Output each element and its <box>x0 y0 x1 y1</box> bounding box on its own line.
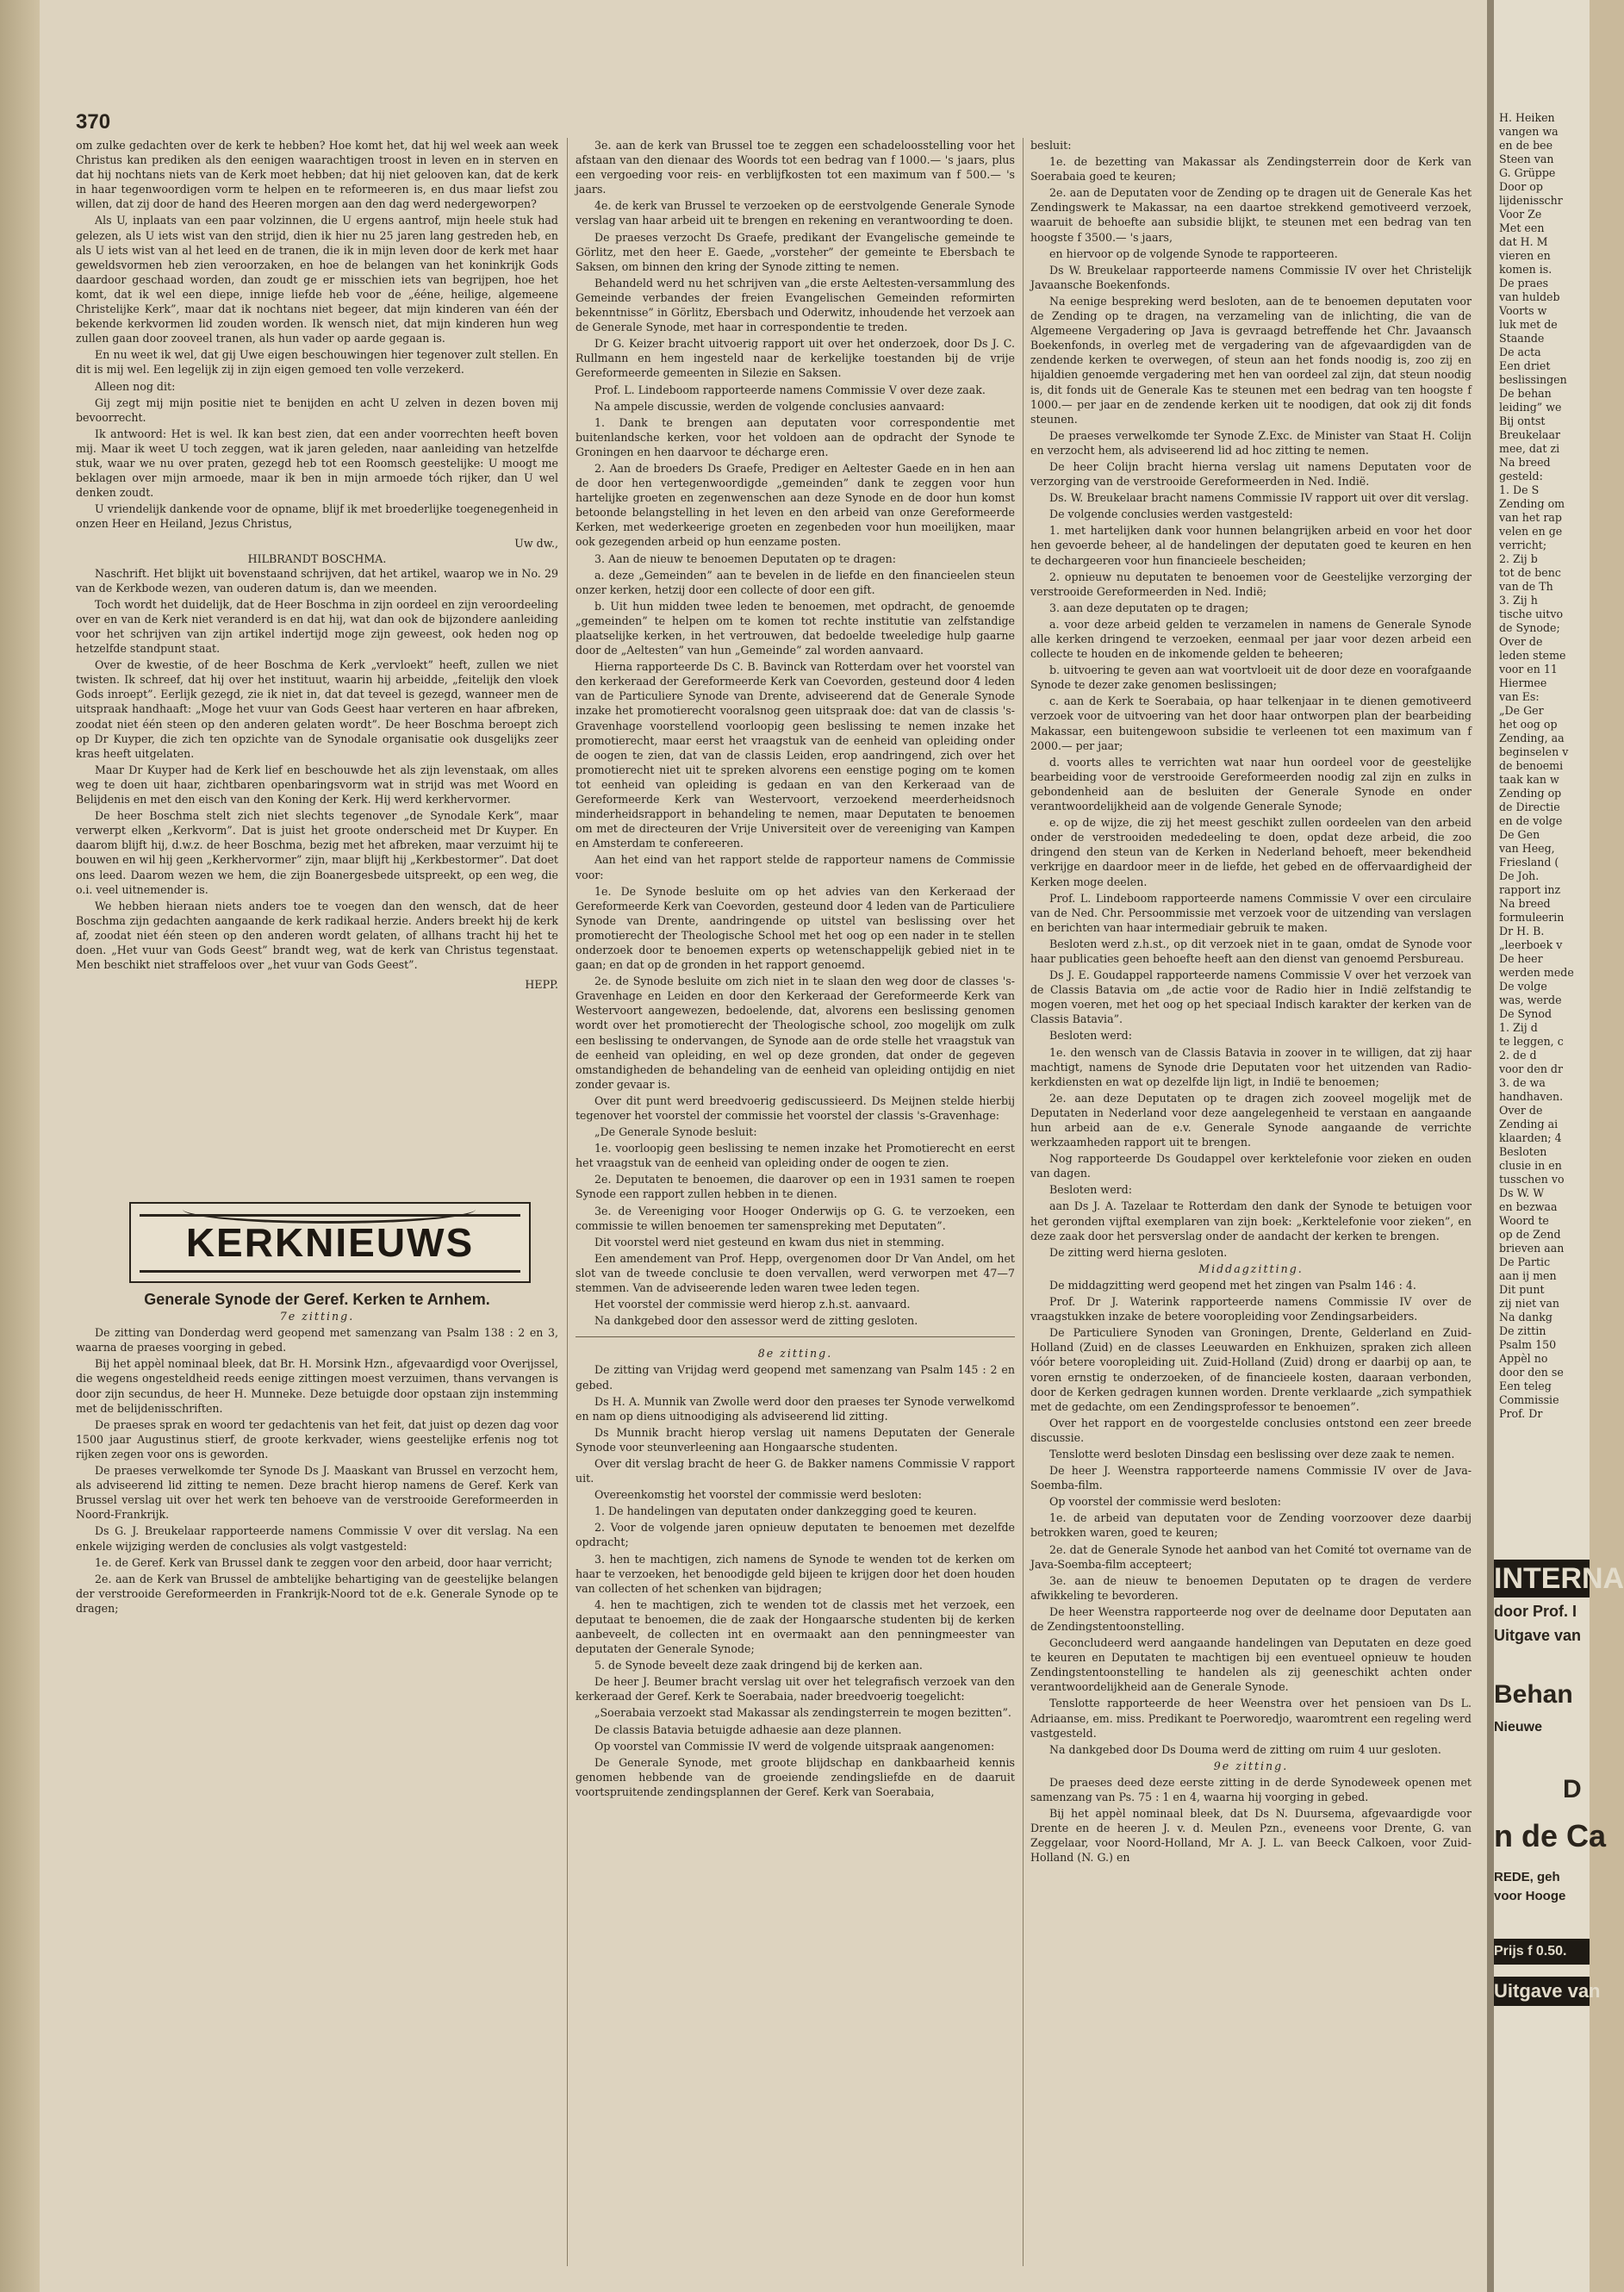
text-fragment: Friesland ( <box>1499 856 1559 869</box>
paragraph: Overeenkomstig het voorstel der commissie werd besloten: <box>594 1488 922 1502</box>
paragraph: Over het rapport en de voorgestelde conclusies ontstond een zeer breede discussie. <box>1030 1416 1472 1444</box>
paragraph: De zitting werd hierna gesloten. <box>1049 1245 1228 1259</box>
text-fragment: tusschen vo <box>1499 1173 1565 1186</box>
text-fragment: clusie in en <box>1499 1159 1562 1172</box>
text-fragment: De Synod <box>1499 1007 1552 1020</box>
paragraph: Op voorstel der commissie werd besloten: <box>1049 1495 1281 1509</box>
advert-line: door Prof. I <box>1494 1603 1577 1620</box>
paragraph: besluit: <box>1030 139 1072 152</box>
session-heading: Middagzitting. <box>1198 1261 1304 1275</box>
paragraph: 3e. aan de nieuw te benoemen Deputaten op te dragen de verdere afwikkeling te bevorderen. <box>1030 1573 1472 1602</box>
text-fragment: leiding” we <box>1499 401 1562 414</box>
paragraph: 3e. aan de kerk van Brussel toe te zeggen een schadeloosstelling voor het afstaan van den dienaar des Woords tot een bedrag van f 1000.— 's jaars, plus een vergoeding voor reis- en verblijfkosten tot een maximum van f 500.— 's jaars. <box>576 139 1015 196</box>
text-fragment: rapport inz <box>1499 883 1561 896</box>
paragraph: 1e. de bezetting van Makassar als Zendingsterrein door de Kerk van Soerabaia goed te keuren; <box>1030 155 1472 184</box>
text-fragment: Over de <box>1499 1104 1543 1117</box>
text-fragment: Woord te <box>1499 1214 1549 1227</box>
paragraph: De praeses deed deze eerste zitting in de derde Synodeweek openen met samenzang van Ps. 75 : 1 en 4, waarna hij voorging in gebed. <box>1030 1775 1472 1804</box>
paragraph: a. deze „Gemeinden” aan te bevelen in de liefde en den financieelen steun onzer kerken, hetzij door een collecte of door een gift. <box>576 568 1015 596</box>
text-fragment: Besloten <box>1499 1145 1547 1158</box>
advert-banner: Uitgave van <box>1494 1977 1590 2006</box>
paragraph: Over de kwestie, of de heer Boschma de Kerk „vervloekt” heeft, zullen we niet twisten. Ik schreef, dat hij over het instituut, waarin hij arbeidde, „feitelijk den vloek Gods inroept”. Eerlijk gezegd, zie ik niet in, dat dat teveel is gezegd, wanneer men de uitspraak handhaaft: „Moge het vuur van Gods Geest haar verteren en haar afbreken, zoodat niet één steen op den anderen gelaten wordt”. De heer Boschma beroept zich op Dr Kuyper, die zich ten opzichte van de Synodale organisatie ook dusgelijks zeer kras heeft uitgelaten. <box>76 658 558 760</box>
text-fragment: De Partic <box>1499 1255 1551 1268</box>
paragraph: Hierna rapporteerde Ds C. B. Bavinck van Rotterdam over het voorstel van den kerkeraad der Gereformeerde Kerk van Coevorden, gesteund door 4 leden van de Particuliere Synode van Drente, adviseerend dat de Generale Synode inzake het promotierecht vooralsnog geen uitspraak doe: dat van de classis 's-Gravenhage voorstellend voorloopig geen beslissing te nemen inzake het promotierecht, maar eerst het vraagstuk van de eenheid van opleiding onder de oogen te zien, dat van de classis Leiden, erop aandringend, zich over het promotierecht niet uit te spreken alvorens een eenstige poging om te komen tot eenheid van opleiding is gedaan en van den Kerkeraad van de Gereformeerde Kerk van Westervoort, verzoekend meerderheidsnoch minderheidsrapport in behandeling te nemen, maar Deputaten te benoemen om met de directeuren der Vrije Universiteit over de vereeniging van Kampen en Amsterdam te confereeren. <box>576 660 1015 850</box>
paragraph: Ds W. Breukelaar rapporteerde namens Commissie IV over het Christelijk Javaansche Boekenfonds. <box>1030 263 1472 291</box>
advert-line: Uitgave van <box>1494 1627 1582 1644</box>
text-fragment: De praes <box>1499 277 1549 290</box>
paragraph: Het voorstel der commissie werd hierop z.h.st. aanvaard. <box>594 1298 911 1311</box>
paragraph: De praeses verwelkomde ter Synode Ds J. Maaskant van Brussel en verzocht hem, als adviseerend lid zitting te nemen. Deze bracht hierop namens de Geref. Kerk van Brussel verslag uit over het werk ten behoeve van de verstrooide Gereformeerden in Noord-Frankrijk. <box>76 1464 558 1522</box>
advert-line: voor Hooge <box>1494 1889 1566 1903</box>
paragraph: De volgende conclusies werden vastgesteld: <box>1049 508 1293 521</box>
text-fragment: De Joh. <box>1499 869 1540 882</box>
text-fragment: De Gen <box>1499 828 1540 841</box>
paragraph: Tenslotte rapporteerde de heer Weenstra over het pensioen van Ds L. Adriaanse, em. miss. Predikant te Poerworedjo, waaromtrent een regeling werd vastgesteld. <box>1030 1697 1472 1740</box>
paragraph: De zitting van Donderdag werd geopend met samenzang van Psalm 138 : 2 en 3, waarna de praeses voorging in gebed. <box>76 1326 558 1355</box>
paragraph: 4. hen te machtigen, zich te wenden tot de classis met het verzoek, een deputaat te benoemen, die de zaak der Hongaarsche studenten bij de kerken aanbeveelt, de collecten int en overmaakt aan den penningmeester van deputaten der Generale Synode; <box>576 1598 1015 1656</box>
text-fragment: leden steme <box>1499 649 1566 662</box>
text-fragment: Na dankg <box>1499 1311 1552 1324</box>
paragraph: De praeses sprak en woord ter gedachtenis van het feit, dat juist op dezen dag voor 1500 jaar Augustinus stierf, de groote kerkvader, wiens geestelijke erfenis nog tot rijken zegen voor ons is geworden. <box>76 1417 558 1461</box>
paragraph: 1e. de arbeid van deputaten voor de Zending voorzoover deze daarbij betrokken waren, goed te keuren; <box>1030 1511 1472 1540</box>
paragraph: Als U, inplaats van een paar volzinnen, die U ergens aantrof, mijn heele stuk had gelezen, als U iets wist van den strijd, dien ik hier nu 25 jaren lang gestreden heb, en als U iets wist van al het leed en de tranen, die ik in mijn leven door de kerk met haar geweldsvormen heb zien veroorzaken, en hoe de belangen van het koninkrijk Gods daardoor geschaad worden, dan zoudt ge er misschien iets van begrijpen, hoe het komt, dat ik wel een diepe, innige liefde heb voor de „ééne, heilige, algemeene Christelijke Kerk”, maar dat ik nochtans niet begeer, dat mijn kinderen van één der bekende kerkvormen lid zouden worden. Ik wensch niet, dat mijn kinderen hun weg zullen gaan door zooveel tranen, als hun vader op aarde gegaan is. <box>76 214 558 346</box>
paragraph: 3. Aan de nieuw te benoemen Deputaten op te dragen: <box>594 551 896 565</box>
paragraph: Ds G. J. Breukelaar rapporteerde namens Commissie V over dit verslag. Na een enkele wijziging werden de conclusies als volgt vastgesteld: <box>76 1524 558 1553</box>
session-heading: 8e zitting. <box>757 1347 833 1361</box>
text-fragment: Na breed <box>1499 897 1551 910</box>
text-fragment: luk met de <box>1499 318 1558 331</box>
paragraph: Prof. L. Lindeboom rapporteerde namens Commissie V over een circulaire van de Ned. Chr. Persoommissie met verzoek voor de uitzending van verslagen en berichten van haar intermediair gebruik te maken. <box>1030 891 1472 934</box>
paragraph: Op voorstel van Commissie IV werd de volgende uitspraak aangenomen: <box>594 1739 995 1753</box>
text-fragment: De behan <box>1499 387 1552 400</box>
paragraph: aan Ds J. A. Tazelaar te Rotterdam den dank der Synode te betuigen voor het geronden vijftal exemplaren van zijn boek: „Kerktelefonie voor zieken”, en deze zaak door het persverslag onder de aandacht der kerken te brengen. <box>1030 1199 1472 1243</box>
text-fragment: tot de benc <box>1499 566 1561 579</box>
paragraph: Besloten werd: <box>1049 1183 1132 1197</box>
section-rule <box>576 1336 1015 1337</box>
text-fragment: op de Zend <box>1499 1228 1561 1241</box>
paragraph: 4e. de kerk van Brussel te verzoeken op de eerstvolgende Generale Synode verslag van haar arbeid uit te brengen en rekening en verantwoording te doen. <box>576 199 1015 227</box>
paragraph: Ds J. E. Goudappel rapporteerde namens Commissie V over het verzoek van de Classis Batavia om „de actie voor de Radio hier in Indië zelfstandig te mogen voeren, met het oog op het speciaal Indisch karakter der kerken van de Classis Batavia”. <box>1030 968 1472 1026</box>
text-fragment: van huldeb <box>1499 290 1560 303</box>
text-fragment: „De Ger <box>1499 704 1544 717</box>
text-fragment: Staande <box>1499 332 1545 345</box>
paragraph: 3e. de Vereeniging voor Hooger Onderwijs op G. G. te verzoeken, een commissie te willen benoemen ter samenspreking met Deputaten”. <box>576 1204 1015 1232</box>
paragraph: 3. hen te machtigen, zich namens de Synode te wenden tot de kerken om haar te verzoeken, het benoodigde geld bijeen te krijgen door het doen houden van collecten of het schenken van bijdragen; <box>576 1552 1015 1595</box>
advert-title: Behan <box>1494 1680 1573 1709</box>
text-fragment: formuleerin <box>1499 911 1565 924</box>
paragraph: b. Uit hun midden twee leden te benoemen, met opdracht, de genoemde „gemeinden” te helpen om te komen tot rechte institutie van zelfstandige plaatselijke kerken, in het vertrouwen, dat bedoelde tweeledige hulp gaarne door de „Aeltesten” van hun „Gemeinde” zal worden aanvaard. <box>576 599 1015 657</box>
text-fragment: Steen van <box>1499 153 1554 165</box>
text-fragment: vieren en <box>1499 249 1551 262</box>
paragraph: Nog rapporteerde Ds Goudappel over kerktelefonie voor zieken en ouden van dagen. <box>1030 1152 1472 1180</box>
closing: Uw dw., <box>514 537 558 551</box>
text-fragment: en de volge <box>1499 814 1563 827</box>
paragraph: 2e. dat de Generale Synode het aanbod van het Comité tot overname van de Java-Soemba-film accepteert; <box>1030 1542 1472 1571</box>
text-fragment: was, werde <box>1499 993 1562 1006</box>
paragraph: Maar Dr Kuyper had de Kerk lief en beschouwde het als zijn levenstaak, om alles weg te doen uit haar, zichtbaren openbaringsvorm wat in strijd was met Woord en Belijdenis en met den eisch van den Koning der Kerk. Hij werd kerkhervormer. <box>76 763 558 807</box>
page-fold <box>1487 0 1494 2292</box>
signature-hepp: HEPP. <box>525 978 558 992</box>
text-fragment: 3. de wa <box>1499 1076 1546 1089</box>
paragraph: De classis Batavia betuigde adhaesie aan deze plannen. <box>594 1722 902 1736</box>
advert-title: D <box>1563 1775 1582 1803</box>
text-fragment: voor en 11 <box>1499 663 1558 676</box>
text-fragment: Met een <box>1499 221 1545 234</box>
text-fragment: aan ij men <box>1499 1269 1557 1282</box>
paragraph: Besloten werd z.h.st., op dit verzoek niet in te gaan, omdat de Synode voor haar publicaties geen behoefte heeft aan den dienst van genoemd Persbureau. <box>1030 937 1472 965</box>
paragraph: De middagzitting werd geopend met het zingen van Psalm 146 : 4. <box>1049 1278 1416 1292</box>
text-fragment: van de Th <box>1499 580 1553 593</box>
paragraph: e. op de wijze, die zij het meest geschikt zullen oordeelen van den arbeid onder de verstrooiden mededeeling te doen, opdat deze arbeid, die zoo dringend den steun van de Kerken in Nederland behoeft, meer bekendheid verkrijge en daardoor meer in de liefde, het gebed en de offervaardigheid der Kerken moge deelen. <box>1030 816 1472 888</box>
paragraph: De heer Colijn bracht hierna verslag uit namens Deputaten voor de verzorging van de verstrooide Gereformeerden in Ned. Indië. <box>1030 459 1472 489</box>
text-fragment: het oog op <box>1499 718 1558 731</box>
paragraph: 1. Dank te brengen aan deputaten voor correspondentie met buitenlandsche kerken, voor het voldoen aan de opdracht der Synode te Groningen en hen daarvoor te décharge eren. <box>576 415 1015 458</box>
price-banner: Prijs f 0.50. <box>1494 1939 1590 1965</box>
text-fragment: G. Grüppe <box>1499 166 1556 179</box>
section-title: Generale Synode der Geref. Kerken te Arnhem. <box>144 1291 490 1308</box>
text-fragment: 2. Zij b <box>1499 552 1538 565</box>
advert-title: n de Ca <box>1494 1818 1607 1853</box>
paragraph: Ds H. A. Munnik van Zwolle werd door den praeses ter Synode verwelkomd en nam op diens uitnoodiging als adviseerend lid zitting. <box>576 1394 1015 1423</box>
paragraph: De Generale Synode, met groote blijdschap en dankbaarheid kennis genomen hebbende van de groeiende zendingsliefde en de daaruit voortspruitende zendingsplannen der Geref. Kerk van Soerabaia, <box>576 1755 1015 1798</box>
text-fragment: van Heeg, <box>1499 842 1555 855</box>
paragraph: 1e. den wensch van de Classis Batavia in zoover in te willigen, dat zij haar machtigt, namens de Synode drie Deputaten voor het uitzenden van Radio-kerkdiensten en wat op dezelfde lijn ligt, in Indië te benoemen; <box>1030 1045 1472 1088</box>
text-fragment: de Directie <box>1499 800 1560 813</box>
text-fragment: H. Heiken <box>1499 111 1555 124</box>
session-heading: 9e zitting. <box>1213 1759 1289 1772</box>
paragraph: 3. aan deze deputaten op te dragen; <box>1049 601 1249 614</box>
paragraph: De Particuliere Synoden van Groningen, Drente, Gelderland en Zuid-Holland (Zuid) en de classes Leeuwarden en Enkhuizen, spraken zich alleen vóór betere vooropleiding uit. Zuid-Holland (Zuid) drong er daarbij op aan, te voren ernstig te onderzoeken, of de financieele kosten, daaraan verbonden, door de Kerken gedragen kunnen worden. Drente verklaarde „zich sympathiek met de gedachte, om een Zendingsprofessor te benoemen”. <box>1030 1326 1472 1413</box>
paragraph: 2e. de Synode besluite om zich niet in te slaan den weg door de classes 's-Gravenhage en Leiden en door den Kerkeraad der Gereformeerde Kerk van Westervoort aangewezen, bedoelende, dat, alvorens een beslissing genomen wordt over het promotierecht der Theologische school, zoo mogelijk om zulk een beslissing te ondervangen, de Synode aan de orde stelle het vraagstuk van de eenheid van opleiding, en wel op deze gronden, dat onder de gegeven omstandigheden de behandeling van de eenheid van opleiding ontijdig en niet zonder gevaar is. <box>576 975 1015 1091</box>
paragraph: 1. De handelingen van deputaten onder dankzegging goed te keuren. <box>594 1504 977 1518</box>
text-fragment: velen en ge <box>1499 525 1563 538</box>
paragraph: Dr G. Keizer bracht uitvoerig rapport uit over het onderzoek, door Ds J. C. Rullmann en hem ingesteld naar de kerkelijke toestanden bij de vrije Gereformeerde gemeenten in Silezie en Saksen. <box>576 337 1015 380</box>
text-fragment: Na breed <box>1499 456 1551 469</box>
paragraph: Prof. L. Lindeboom rapporteerde namens Commissie V over deze zaak. <box>594 383 986 396</box>
paragraph: Bij het appèl nominaal bleek, dat Br. H. Morsink Hzn., afgevaardigd voor Overijssel, die wegens ongesteldheid reeds eenige zittingen moest verzuimen, thans vervangen is door zijn secundus, de heer H. Munneke. Deze betuigde door opstaan zijn instemming met de belijdenisschriften. <box>76 1357 558 1415</box>
text-fragment: van Es: <box>1499 690 1540 703</box>
text-fragment: mee, dat zi <box>1499 442 1560 455</box>
paragraph: De heer Weenstra rapporteerde nog over de deelname door Deputaten aan de Zendingstentoonstelling. <box>1030 1604 1472 1633</box>
paragraph: 2e. aan de Deputaten voor de Zending op te dragen uit de Generale Kas het Zendingswerk te Makassar, na een daartoe strekkend gemotiveerd verzoek, waaruit de behoefte aan subsidie blijkt, te steunen met een bedrag van ten hoogste f 3500.— 's jaars, <box>1030 186 1472 244</box>
text-fragment: Voorts w <box>1499 304 1547 317</box>
signature: HILBRANDT BOSCHMA. <box>247 551 387 565</box>
text-fragment: door den se <box>1499 1366 1564 1379</box>
text-fragment: Zending ai <box>1499 1118 1559 1130</box>
text-fragment: 2. de d <box>1499 1049 1537 1062</box>
text-fragment: De zittin <box>1499 1324 1546 1337</box>
paragraph: 2e. aan de Kerk van Brussel de ambtelijke behartiging van de geestelijke belangen der verstrooide Gereformeerden in Frankrijk-Noord tot de e.k. Generale Synode op te dragen; <box>76 1572 558 1615</box>
text-fragment: Prof. Dr <box>1499 1407 1543 1420</box>
paragraph: Ds. W. Breukelaar bracht namens Commissie IV rapport uit over dit verslag. <box>1049 491 1469 505</box>
paragraph: Dit voorstel werd niet gesteund en kwam dus niet in stemming. <box>594 1235 945 1249</box>
paragraph: 2e. Deputaten te benoemen, die daarover op een in 1931 samen te roepen Synode een rapport zullen hebben in te dienen. <box>576 1173 1015 1201</box>
column-3 <box>1030 138 1472 2266</box>
text-fragment: 1. De S <box>1499 483 1540 496</box>
text-fragment: Een driet <box>1499 359 1551 372</box>
paragraph: 2e. aan deze Deputaten op te dragen zich zooveel mogelijk met de Deputaten in Nederland voor deze aangelegenheid te verstaan en aangaande hun arbeid aan de e.v. Generale Synode aangaande de verrichte werkzaamheden rapport uit te brengen. <box>1030 1091 1472 1149</box>
text-fragment: Breukelaar <box>1499 428 1560 441</box>
text-fragment: van het rap <box>1499 511 1562 524</box>
text-fragment: beginselen v <box>1499 745 1569 758</box>
paragraph: Behandeld werd nu het schrijven van „die erste Aeltesten-versammlung des Gemeinde verbandes der freien Evangelischen Gemeinden reformirten bekenntnisse” in Görlitz, Ebersbach und Oderwitz, inhoudende het verzoek aan de Generale Synode, met haar in correspondentie te treden. <box>576 276 1015 334</box>
paragraph: Alleen nog dit: <box>95 379 176 393</box>
paragraph: De heer J. Beumer bracht verslag uit over het telegrafisch verzoek van den kerkeraad der Geref. Kerk te Soerabaia, nader breedvoerig toegelicht: <box>576 1675 1015 1703</box>
paragraph: De praeses verzocht Ds Graefe, predikant der Evangelische gemeinde te Görlitz, met den heer E. Gaede, „vorsteher” der gemeinte te Ebersbach te Saksen, om binnen den kring der Synode zitting te nemen. <box>576 230 1015 273</box>
paragraph: Na dankgebed door den assessor werd de zitting gesloten. <box>594 1314 918 1328</box>
text-fragment: Bij ontst <box>1499 414 1546 427</box>
paragraph: „De Generale Synode besluit: <box>594 1125 757 1139</box>
paragraph: „Soerabaia verzoekt stad Makassar als zendingsterrein te mogen bezitten”. <box>594 1706 1011 1720</box>
scan-background <box>0 0 40 2292</box>
paragraph: 1. met hartelijken dank voor hunnen belangrijken arbeid en voor het door hen gevoerde beheer, al de handelingen der deputaten goed te keuren en hen te dechargeeren voor hun financieele bescheiden; <box>1030 524 1472 567</box>
text-fragment: Zending, aa <box>1499 732 1565 744</box>
text-fragment: dat H. M <box>1499 235 1548 248</box>
paragraph: Naschrift. Het blijkt uit bovenstaand schrijven, dat het artikel, waarop we in No. 29 van de Kerkbode wezen, van ouderen datum is, dan we meenden. <box>76 566 558 595</box>
paragraph: 1e. de Geref. Kerk van Brussel dank te zeggen voor den arbeid, door haar verricht; <box>95 1555 553 1569</box>
paragraph: Na ampele discussie, werden de volgende conclusies aanvaard: <box>594 399 945 413</box>
paragraph: 1e. voorloopig geen beslissing te nemen inzake het Promotierecht en eerst het vraagstuk van de eenheid van opleiding onder de oogen te zien. <box>576 1142 1015 1170</box>
column-1 <box>76 138 558 1137</box>
text-fragment: Appèl no <box>1499 1352 1548 1365</box>
paragraph: c. aan de Kerk te Soerabaia, op haar telkenjaar in te dienen gemotiveerd verzoek voor de uitvoering van het door haar ontworpen plan der bearbeiding Makassar, een buitengewoon subsidie te verleenen tot een maximum van f 2000.— per jaar; <box>1030 694 1472 752</box>
text-fragment: verricht; <box>1499 539 1547 551</box>
paragraph: De heer Boschma stelt zich niet slechts tegenover „de Synodale Kerk”, maar verwerpt elken „Kerkvorm”. Dat is juist het groote onderscheid met Dr Kuyper. En daarom blijft hij, d.w.z. de heer Boschma, bezig met het afbreken, maar verzuimt hij te bouwen en wil hij geen „Kerkhervormer” zijn, maar blijft hij „Kerkbestormer”. Dat doet ons leed. Daarom wezen we hem, die zijn Boanergesbede uitspreekt, op een weg, die o.i. veel uitnemender is. <box>76 809 558 896</box>
paragraph: Tenslotte werd besloten Dinsdag een beslissing over deze zaak te nemen. <box>1049 1447 1455 1461</box>
paragraph: De heer J. Weenstra rapporteerde namens Commissie IV over de Java-Soemba-film. <box>1030 1464 1472 1492</box>
text-fragment: de Synode; <box>1499 621 1560 634</box>
text-fragment: De volge <box>1499 980 1547 993</box>
kerknieuws-banner <box>129 1202 531 1283</box>
text-fragment: zij niet van <box>1499 1297 1559 1310</box>
text-fragment: 1. Zij d <box>1499 1021 1538 1034</box>
paragraph: De praeses verwelkomde ter Synode Z.Exc. de Minister van Staat H. Colijn en verzocht hem, als adviseerend lid ad hoc zitting te nemen. <box>1030 428 1472 457</box>
paragraph: 2. opnieuw nu deputaten te benoemen voor de Geestelijke verzorging der verstrooide Gereformeerden in Ned. Indië; <box>1030 570 1472 598</box>
text-fragment: Commissie <box>1499 1393 1559 1406</box>
paragraph: We hebben hieraan niets anders toe te voegen dan den wensch, dat de heer Boschma zijn gedachten aangaande de kerk radikaal herzie. Anders breekt hij de kerk af, zoodat niet één steen op den anderen wordt gelaten, of allhans tracht hij het te doen. „Het vuur van Gods Geest” brandt weg, wat de kerk van Christus tegenstaat. Men beschikt niet straffeloos over „het vuur van Gods Geest”. <box>76 899 558 972</box>
advert-banner: INTERNA <box>1494 1560 1590 1598</box>
text-fragment: taak kan w <box>1499 773 1559 786</box>
paragraph: Na eenige bespreking werd besloten, aan de te benoemen deputaten voor de Zending op te dragen, na verzameling van de inlichting, die van de Algemeene Vergadering op Java is gevraagd betreffende het Chr. Javaansch Boekenfonds, in overleg met de vergadering van de afgevaardigden van de zendende kerken te overwegen, of steun aan het fonds noodig is, zoo zij en hijaldien genoemde vergadering met hen van oordeel zal zijn, dat steun noodig is, dit fonds uit de Generale Kas te steunen met een bedrag van ten hoogste f 1000.— per jaar en de zendende kerken uit te noodigen, dat ook zij dit fonds steunen. <box>1030 294 1472 426</box>
text-fragment: 3. Zij h <box>1499 594 1538 607</box>
text-fragment: De heer <box>1499 952 1543 965</box>
paragraph: Toch wordt het duidelijk, dat de Heer Boschma in zijn oordeel en zijn veroordeeling over en van de Kerk niet veranderd is en dat hij, wat dan ook de bijzondere aanleiding voor het schrijven van zijn artikel indertijd moge zijn geweest, ook heden nog op hetzelfde standpunt staat. <box>76 597 558 656</box>
text-fragment: komen is. <box>1499 263 1552 276</box>
text-fragment: en bezwaa <box>1499 1200 1558 1213</box>
text-fragment: De acta <box>1499 346 1541 358</box>
paragraph: Een amendement van Prof. Hepp, overgenomen door Dr Van Andel, om het slot van de tweede conclusie te doen vervallen, werd verworpen met 47—7 stemmen. Van de adviseerende leden waren twee leden tegen. <box>576 1251 1015 1295</box>
text-fragment: en de bee <box>1499 139 1553 152</box>
paragraph: Over dit punt werd breedvoerig gediscussieerd. Ds Meijnen stelde hierbij tegenover het voorstel der commissie het voorstel der classis 's-Gravenhage: <box>576 1093 1015 1122</box>
text-fragment: Over de <box>1499 635 1543 648</box>
banner-title: KERKNIEUWS <box>185 1220 475 1265</box>
kerknieuws-section <box>76 1292 558 2266</box>
text-fragment: tische uitvo <box>1499 607 1564 620</box>
text-fragment: Dit punt <box>1499 1283 1545 1296</box>
text-fragment: Door op <box>1499 180 1543 193</box>
paragraph: Prof. Dr J. Waterink rapporteerde namens Commissie IV over de vraagstukken inzake de betere vooropleiding voor Zendingsarbeiders. <box>1030 1295 1472 1324</box>
paragraph: a. voor deze arbeid gelden te verzamelen in namens de Generale Synode alle kerken dringend te verzoeken, eenmaal per jaar voor dezen arbeid een collecte te houden en de inkomende gelden te beheeren; <box>1030 617 1472 661</box>
adjacent-page <box>1494 0 1624 2292</box>
paragraph: en hiervoor op de volgende Synode te rapporteeren. <box>1049 246 1338 260</box>
text-fragment: te leggen, c <box>1499 1035 1564 1048</box>
column-divider <box>567 138 568 2266</box>
paragraph: om zulke gedachten over de kerk te hebben? Hoe komt het, dat hij wel week aan week Christus kan prediken als den eenigen waarachtigen troost in leven en in sterven en dat hij nochtans niets van de Kerk moet hebben; dat hij niet gelooven kan, dat de kerk in haar tegenwoordigen vorm te helpen en te reformeeren is, en dus maar liefst zou willen, dat zij door de hand des Heeren morgen aan den dag werd nedergeworpen? <box>76 139 558 211</box>
text-fragment: lijdenisschr <box>1499 194 1563 207</box>
paragraph: Bij het appèl nominaal bleek, dat Ds N. Duursema, afgevaardigde voor Drente en de heeren J. v. d. Meulen Pzn., eveneens voor Drente, G. van Zeggelaar, voor Noord-Holland, Mr A. J. L. van Beeck Calkoen, voor Zuid-Holland (N. G.) en <box>1030 1807 1472 1865</box>
paragraph: 1e. De Synode besluite om op het advies van den Kerkeraad der Gereformeerde Kerk van Coevorden, gesteund door 4 leden van de Particuliere Synode van Drente, aandringende op uitstel van beslissing over het promotierecht der Theologische School met het oog op een nader in te stellen onderzoek door te benoemen experts op wetenschappelijk gebied niet in te gaan; en dat op de gronden in het rapport genoemd. <box>576 884 1015 972</box>
page-number: 370 <box>76 110 111 134</box>
text-fragment: Hiermee <box>1499 676 1547 689</box>
advert-line: Nieuwe <box>1494 1720 1543 1735</box>
paragraph: Gij zegt mij mijn positie niet te benijden en acht U zelven in dezen boven mij bevoorrecht. <box>76 395 558 424</box>
text-fragment: voor den dr <box>1499 1062 1564 1075</box>
paragraph: En nu weet ik wel, dat gij Uwe eigen beschouwingen hier tegenover zult stellen. En dit is mij wel. Een legelijk zij in zijn eigen gemoed ten volle verzekerd. <box>76 348 558 377</box>
column-divider <box>1023 138 1024 2266</box>
text-fragment: Dr H. B. <box>1499 925 1545 937</box>
text-fragment: gesteld: <box>1499 470 1543 483</box>
text-fragment: brieven aan <box>1499 1242 1565 1255</box>
text-fragment: Zending om <box>1499 497 1565 510</box>
paragraph: Ds Munnik bracht hierop verslag uit namens Deputaten der Generale Synode voor steunverleening aan Hongaarsche studenten. <box>576 1425 1015 1454</box>
text-fragment: klaarden; 4 <box>1499 1131 1562 1144</box>
paragraph: Aan het eind van het rapport stelde de rapporteur namens de Commissie voor: <box>576 853 1015 881</box>
text-fragment: de benoemi <box>1499 759 1564 772</box>
session-heading: 7e zitting. <box>279 1310 355 1324</box>
advert-line: REDE, geh <box>1494 1870 1560 1884</box>
text-fragment: Ds W. W <box>1499 1186 1545 1199</box>
paragraph: Geconcludeerd werd aangaande handelingen van Deputaten en deze goed te keuren en Deputaten te machtigen bij een eventueel opnieuw te houden Zendingstentoonstelling te handelen als zij geeneschikt achten onder verantwoordelijkheid aan de Generale Synode. <box>1030 1636 1472 1694</box>
paragraph: Na dankgebed door Ds Douma werd de zitting om ruim 4 uur gesloten. <box>1049 1742 1441 1756</box>
text-fragment: vangen wa <box>1499 125 1559 138</box>
column-2 <box>576 138 1015 2266</box>
text-fragment: werden mede <box>1499 966 1574 979</box>
text-fragment: Voor Ze <box>1499 208 1542 221</box>
paragraph: b. uitvoering te geven aan wat voortvloeit uit de door deze en voorafgaande Synode te dezer zake genomen beslissingen; <box>1030 663 1472 692</box>
paragraph: 2. Voor de volgende jaren opnieuw deputaten te benoemen met dezelfde opdracht; <box>576 1521 1015 1549</box>
text-fragment: Zending op <box>1499 787 1562 800</box>
paragraph: De zitting van Vrijdag werd geopend met samenzang van Psalm 145 : 2 en gebed. <box>576 1363 1015 1392</box>
paragraph: Besloten werd: <box>1049 1029 1132 1043</box>
text-fragment: „leerboek v <box>1499 938 1563 951</box>
text-fragment: handhaven. <box>1499 1090 1564 1103</box>
paragraph: 5. de Synode beveelt deze zaak dringend bij de kerken aan. <box>594 1659 923 1672</box>
text-fragment: beslissingen <box>1499 373 1567 386</box>
paragraph: 2. Aan de broeders Ds Graefe, Prediger en Aeltester Gaede en in hen aan de door hen vertegenwoordigde „gemeinden” dank te zeggen voor hun hartelijke groeten en zegenwenschen aan deze Synode en de door hun komst betoonde belangstelling in het leven en den arbeid van onze Gereformeerde Kerken, met wederkeerige groeten en zegenbeden voor hun moeilijken, maar ook gezegenden arbeid op hun eenzame posten. <box>576 461 1015 549</box>
paragraph: Ik antwoord: Het is wel. Ik kan best zien, dat een ander voorrechten heeft boven mij. Maar ik weet U toch zeggen, wat ik jaren geleden, naar aanleiding van hetzelfde stuk, waar we nu over praten, gezegd heb tot een Roomsch geestelijke: U moogt me beklagen over mijn armoede, maar ik ben in mijn armoede tóch rijker, dan U wel denken zoudt. <box>76 427 558 500</box>
paragraph: d. voorts alles te verrichten wat naar hun oordeel voor de geestelijke bearbeiding voor de verstrooide Gereformeerden noodig zal zijn en zulks in gebondenheid aan de besluiten der Generale Synode en onder verantwoordelijkheid aan de volgende Generale Synode; <box>1030 755 1472 813</box>
paragraph: U vriendelijk dankende voor de opname, blijf ik met broederlijke toegenegenheid in onzen Heer en Heiland, Jezus Christus, <box>76 502 558 531</box>
text-fragment: Psalm 150 <box>1499 1338 1557 1351</box>
paragraph: Over dit verslag bracht de heer G. de Bakker namens Commissie V rapport uit. <box>576 1456 1015 1485</box>
text-fragment: Een teleg <box>1499 1380 1552 1392</box>
